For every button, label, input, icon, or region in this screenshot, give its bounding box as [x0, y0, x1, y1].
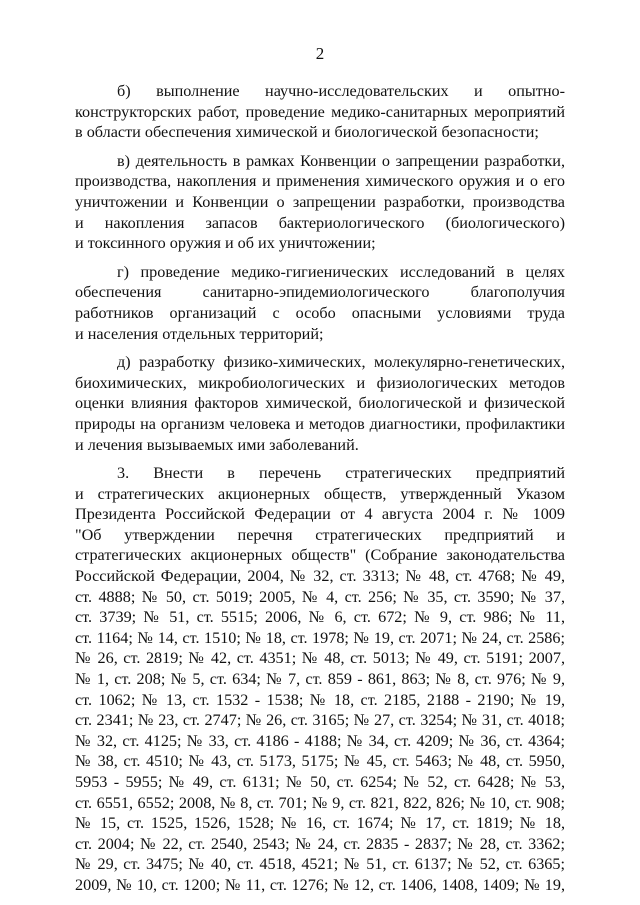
document-body	[75, 81, 565, 896]
text-line: Российской Федерации, 2004, № 32, ст. 3313; № 48, ст. 4768; № 49,	[75, 567, 565, 586]
text-line: г) проведение медико-гигиенических исследований в целях	[117, 262, 565, 281]
text-line: и токсинного оружия и об их уничтожении;	[75, 234, 376, 253]
text-line: работников организаций с особо опасными условиями труда	[75, 303, 565, 322]
text-line: уничтожении и Конвенции о запрещении разработки, производства	[75, 192, 565, 211]
text-line: ст. 1062; № 13, ст. 1532 - 1538; № 18, ст. 2185, 2188 - 2190; № 19,	[75, 690, 565, 709]
text-line: ст. 2004; № 22, ст. 2540, 2543; № 24, ст. 2835 - 2837; № 28, ст. 3362;	[75, 834, 565, 853]
text-line: № 32, ст. 4125; № 33, ст. 4186 - 4188; № 34, ст. 4209; № 36, ст. 4364;	[75, 731, 565, 750]
text-line: в области обеспечения химической и биологической безопасности;	[75, 123, 539, 142]
text-line: № 29, ст. 3475; № 40, ст. 4518, 4521; № 51, ст. 6137; № 52, ст. 6365;	[75, 855, 565, 874]
text-line: биохимических, микробиологических и физиологических методов	[75, 373, 565, 392]
text-line: "Об утверждении перечня стратегических предприятий и	[75, 525, 565, 544]
text-line: стратегических акционерных обществ" (Собрание законодательства	[75, 546, 565, 565]
text-line: № 26, ст. 2819; № 42, ст. 4351; № 48, ст. 5013; № 49, ст. 5191; 2007,	[75, 649, 565, 668]
text-line: № 15, ст. 1525, 1526, 1528; № 16, ст. 1674; № 17, ст. 1819; № 18,	[75, 814, 565, 833]
text-line: и населения отдельных территорий;	[75, 324, 324, 343]
text-line: и накопления запасов бактериологического (биологического)	[75, 213, 565, 232]
text-line: 2009, № 10, ст. 1200; № 11, ст. 1276; № 12, ст. 1406, 1408, 1409; № 19,	[75, 875, 565, 894]
paragraph-b	[75, 81, 565, 143]
paragraph-v	[75, 151, 565, 254]
text-line: производства, накопления и применения химического оружия и о его	[75, 172, 565, 191]
text-line: ст. 2341; № 23, ст. 2747; № 26, ст. 3165; № 27, ст. 3254; № 31, ст. 4018;	[75, 711, 565, 730]
text-line: обеспечения санитарно-эпидемиологического благополучия	[75, 283, 565, 302]
text-line: Президента Российской Федерации от 4 августа 2004 г. № 1009	[75, 505, 565, 524]
text-line: конструкторских работ, проведение медико-санитарных мероприятий	[75, 102, 565, 121]
text-line: ст. 4888; № 50, ст. 5019; 2005, № 4, ст. 256; № 35, ст. 3590; № 37,	[75, 587, 565, 606]
text-line: и стратегических акционерных обществ, утвержденный Указом	[75, 484, 565, 503]
text-line: д) разработку физико-химических, молекулярно-генетических,	[117, 353, 565, 372]
page-number: 2	[315, 44, 325, 63]
text-line: ст. 3739; № 51, ст. 5515; 2006, № 6, ст. 672; № 9, ст. 986; № 11,	[75, 608, 565, 627]
text-line: б) выполнение научно-исследовательских и опытно-	[117, 82, 565, 100]
paragraph-d	[75, 352, 565, 455]
text-line: ст. 6551, 6552; 2008, № 8, ст. 701; № 9, ст. 821, 822, 826; № 10, ст. 908;	[75, 793, 565, 812]
paragraph-3	[75, 463, 565, 895]
text-line: и лечения вызываемых ими заболеваний.	[75, 435, 359, 454]
text-line: ст. 1164; № 14, ст. 1510; № 18, ст. 1978; № 19, ст. 2071; № 24, ст. 2586;	[75, 628, 565, 647]
paragraph-g	[75, 262, 565, 344]
text-line: № 1, ст. 208; № 5, ст. 634; № 7, ст. 859 - 861, 863; № 8, ст. 976; № 9,	[75, 670, 565, 689]
text-line: в) деятельность в рамках Конвенции о запрещении разработки,	[117, 151, 565, 170]
text-line: 3. Внести в перечень стратегических предприятий	[117, 464, 565, 483]
text-line: 5953 - 5955; № 49, ст. 6131; № 50, ст. 6254; № 52, ст. 6428; № 53,	[75, 773, 565, 791]
text-line: оценки влияния факторов химической, биологической и физической	[75, 394, 565, 413]
text-line: № 38, ст. 4510; № 43, ст. 5173, 5175; № 45, ст. 5463; № 48, ст. 5950,	[75, 752, 565, 771]
text-line: природы на организм человека и методов диагностики, профилактики	[75, 414, 565, 433]
